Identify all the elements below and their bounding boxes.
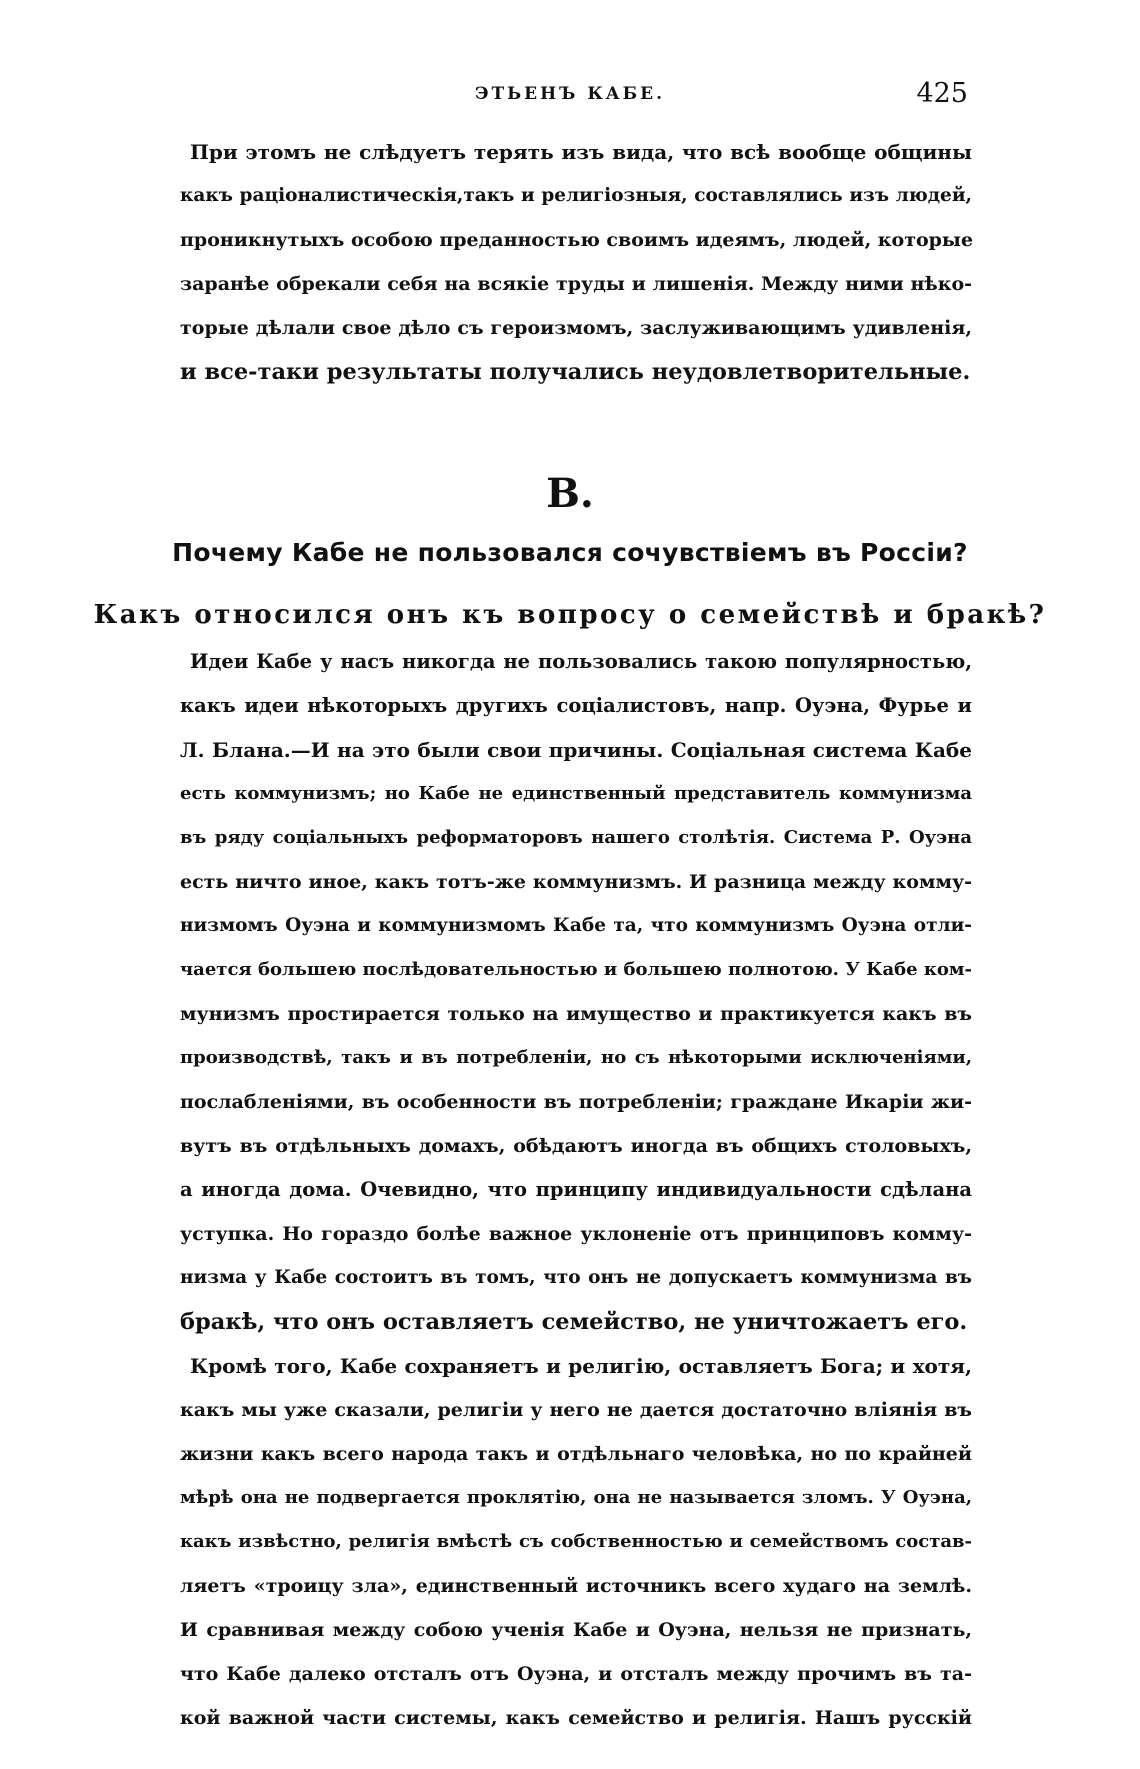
running-title: ЭТЬЕНЪ КАБЕ.: [474, 84, 666, 104]
text-line: Идеи Кабе у насъ никогда не пользовались такою популярностью,: [190, 650, 972, 673]
text-line: и все-таки результаты получались неудовлетворительные.: [180, 359, 971, 385]
paragraph-2: [180, 640, 972, 1344]
text-line: какъ мы уже сказали, религіи у него не дается достаточно вліянія въ: [180, 1399, 972, 1421]
text-line: послабленіями, въ особенности въ потребленіи; граждане Икаріи жи-: [180, 1091, 972, 1113]
running-head: [0, 78, 1140, 114]
section-title: Почему Кабе не пользовался сочувствіемъ въ Россіи?: [172, 538, 968, 567]
paragraph-1: [180, 130, 972, 394]
section-subtitle: Какъ относился онъ къ вопросу о семействѣ и бракѣ?: [93, 600, 1047, 630]
text-line: какъ извѣстно, религія вмѣстѣ съ собственностью и семействомъ состав-: [180, 1531, 972, 1552]
page-number: 425: [916, 78, 968, 109]
text-line: вутъ въ отдѣльныхъ домахъ, обѣдаютъ иногда въ общихъ столовыхъ,: [180, 1135, 972, 1157]
text-line: Л. Блана.—И на это были свои причины. Соціальная система Кабе: [180, 738, 972, 762]
text-line: Кромѣ того, Кабе сохраняетъ и религію, оставляетъ Бога; и хотя,: [190, 1354, 972, 1378]
text-line: а иногда дома. Очевидно, что принципу индивидуальности сдѣлана: [180, 1178, 972, 1201]
text-line: есть коммунизмъ; но Кабе не единственный представитель коммунизма: [180, 783, 972, 804]
text-line: заранѣе обрекали себя на всякіе труды и лишенія. Между ними нѣко-: [180, 273, 972, 295]
text-line: въ ряду соціальныхъ реформаторовъ нашего столѣтія. Система Р. Оуэна: [180, 827, 972, 848]
section-letter: В.: [546, 470, 594, 517]
paragraph-3: [180, 1344, 972, 1740]
text-line: уступка. Но гораздо болѣе важное уклоненіе отъ принциповъ комму-: [180, 1223, 972, 1245]
text-line: ляетъ «троицу зла», единственный источникъ всего худаго на землѣ.: [180, 1575, 972, 1597]
text-line: низмомъ Оуэна и коммунизмомъ Кабе та, что коммунизмъ Оуэна отли-: [180, 915, 972, 936]
text-line: бракѣ, что онъ оставляетъ семейство, не уничтожаетъ его.: [180, 1309, 968, 1335]
text-line: жизни какъ всего народа такъ и отдѣльнаго человѣка, но по крайней: [180, 1443, 972, 1465]
text-line: производствѣ, такъ и въ потребленіи, но съ нѣкоторыми исключеніями,: [180, 1047, 972, 1068]
text-line: чается большею послѣдовательностью и большею полнотою. У Кабе ком-: [180, 959, 972, 980]
text-line: мунизмъ простирается только на имущество и практикуется какъ въ: [180, 1003, 972, 1025]
text-line: мѣрѣ она не подвергается проклятію, она не называется зломъ. У Оуэна,: [180, 1487, 972, 1508]
text-line: И сравнивая между собою ученія Кабе и Оуэна, нельзя не признать,: [180, 1619, 972, 1641]
text-line: что Кабе далеко отсталъ отъ Оуэна, и отсталъ между прочимъ въ та-: [180, 1663, 972, 1685]
text-line: есть ничто иное, какъ тотъ-же коммунизмъ. И разница между комму-: [180, 871, 972, 893]
text-line: какъ раціоналистическія,такъ и религіозныя, составлялись изъ людей,: [180, 185, 972, 206]
text-line: проникнутыхъ особою преданностью своимъ идеямъ, людей, которые: [180, 229, 974, 251]
text-line: торые дѣлали свое дѣло съ героизмомъ, заслуживающимъ удивленія,: [180, 317, 972, 339]
text-line: какъ идеи нѣкоторыхъ другихъ соціалистовъ, напр. Оуэна, Фурье и: [180, 694, 972, 717]
text-line: кой важной части системы, какъ семейство и религія. Нашъ русскій: [180, 1707, 972, 1729]
text-line: При этомъ не слѣдуетъ терять изъ вида, что всѣ вообще общины: [190, 140, 972, 164]
text-line: низма у Кабе состоитъ въ томъ, что онъ не допускаетъ коммунизма въ: [180, 1267, 972, 1288]
